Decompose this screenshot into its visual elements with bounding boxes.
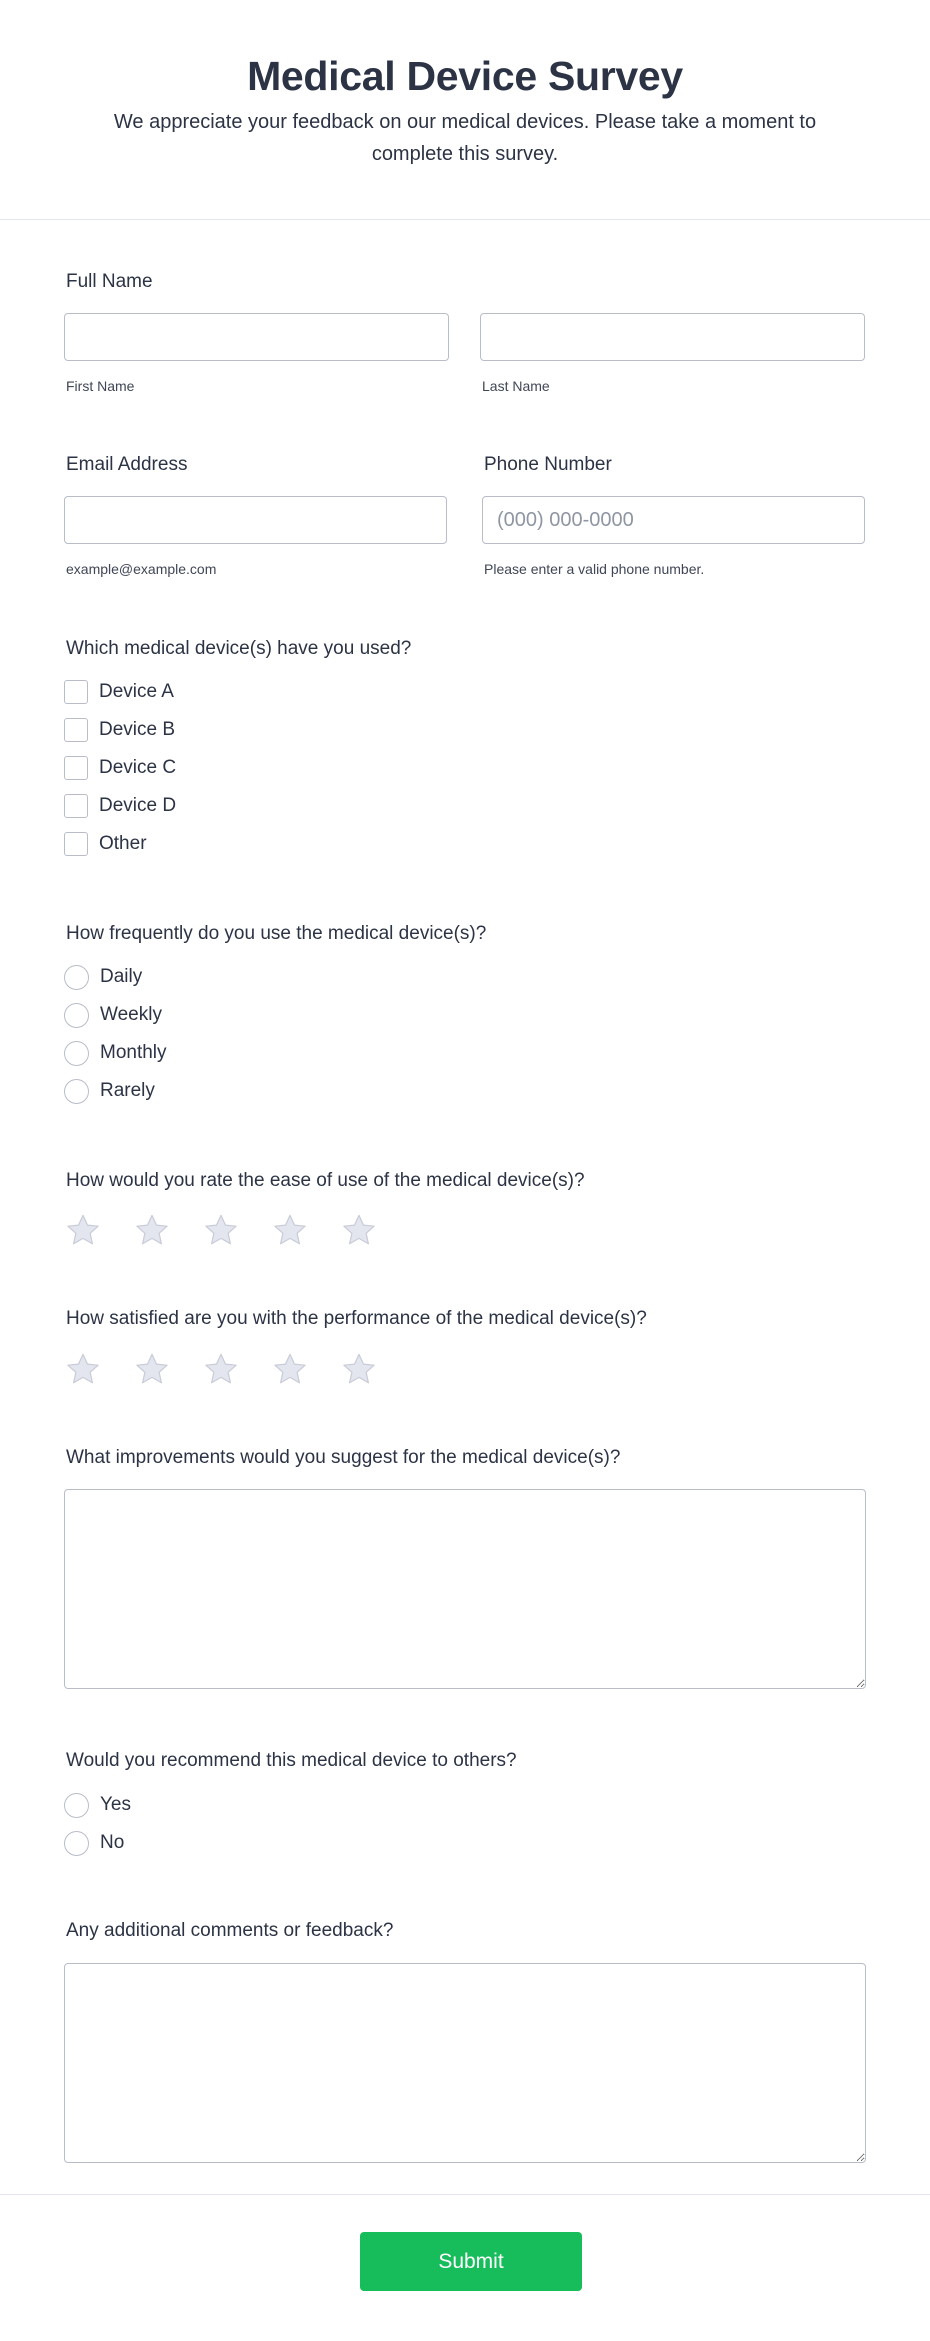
radio-label: Weekly: [100, 1004, 162, 1025]
first-name-input[interactable]: [64, 313, 449, 361]
radio-circle[interactable]: [64, 1793, 89, 1818]
checkbox-device-c[interactable]: [64, 756, 176, 780]
checkbox-label: Other: [99, 833, 147, 854]
footer-divider: [0, 2194, 930, 2195]
checkbox-device-a[interactable]: [64, 680, 174, 704]
last-name-input[interactable]: [480, 313, 865, 361]
performance-question: How satisfied are you with the performance of the medical device(s)?: [66, 1308, 647, 1329]
checkbox-label: Device B: [99, 719, 176, 740]
star-icon[interactable]: [340, 1212, 378, 1249]
page-subtitle: We appreciate your feedback on our medical devices. Please take a moment to complete this survey.: [113, 111, 817, 165]
radio-label: Rarely: [100, 1080, 155, 1101]
email-label: Email Address: [66, 454, 188, 475]
phone-sublabel: Please enter a valid phone number.: [484, 561, 705, 577]
radio-circle[interactable]: [64, 1831, 89, 1856]
star-icon[interactable]: [202, 1351, 240, 1388]
ease-of-use-question: How would you rate the ease of use of the medical device(s)?: [66, 1170, 585, 1191]
comments-textarea[interactable]: [64, 1963, 866, 2163]
checkbox-box[interactable]: [64, 680, 88, 704]
recommend-question: Would you recommend this medical device to others?: [66, 1750, 517, 1771]
radio-rarely[interactable]: [64, 1079, 155, 1103]
checkbox-box[interactable]: [64, 794, 88, 818]
checkbox-box[interactable]: [64, 832, 88, 856]
radio-label: No: [100, 1832, 125, 1853]
form-header: [0, 0, 930, 220]
last-name-sublabel: Last Name: [482, 378, 550, 394]
radio-label: Daily: [100, 966, 143, 987]
email-sublabel: example@example.com: [66, 561, 217, 577]
frequency-question: How frequently do you use the medical device(s)?: [66, 923, 487, 944]
radio-circle[interactable]: [64, 1041, 89, 1066]
comments-question: Any additional comments or feedback?: [66, 1920, 394, 1941]
checkbox-label: Device C: [99, 757, 177, 778]
checkbox-device-b[interactable]: [64, 718, 175, 742]
email-input[interactable]: [64, 496, 447, 544]
performance-rating: [64, 1351, 378, 1388]
checkbox-box[interactable]: [64, 718, 88, 742]
checkbox-device-d[interactable]: [64, 794, 176, 818]
radio-daily[interactable]: [64, 965, 142, 989]
radio-yes[interactable]: [64, 1793, 131, 1817]
star-icon[interactable]: [202, 1212, 240, 1249]
star-icon[interactable]: [340, 1351, 378, 1388]
star-icon[interactable]: [64, 1351, 102, 1388]
radio-label: Monthly: [100, 1042, 167, 1063]
submit-button[interactable]: Submit: [360, 2232, 582, 2291]
improvements-question: What improvements would you suggest for the medical device(s)?: [66, 1447, 621, 1468]
checkbox-label: Device A: [99, 681, 174, 702]
star-icon[interactable]: [133, 1351, 171, 1388]
ease-of-use-rating: [64, 1212, 378, 1249]
star-icon[interactable]: [271, 1351, 309, 1388]
page-title: Medical Device Survey: [247, 53, 683, 99]
first-name-sublabel: First Name: [66, 378, 135, 394]
radio-monthly[interactable]: [64, 1041, 167, 1065]
star-icon[interactable]: [64, 1212, 102, 1249]
star-icon[interactable]: [271, 1212, 309, 1249]
devices-question: Which medical device(s) have you used?: [66, 638, 412, 659]
full-name-label: Full Name: [66, 271, 153, 292]
improvements-textarea[interactable]: [64, 1489, 866, 1689]
phone-input[interactable]: [482, 496, 865, 544]
star-icon[interactable]: [133, 1212, 171, 1249]
radio-label: Yes: [100, 1794, 131, 1815]
radio-circle[interactable]: [64, 1079, 89, 1104]
checkbox-other[interactable]: [64, 832, 147, 856]
radio-circle[interactable]: [64, 965, 89, 990]
phone-label: Phone Number: [484, 454, 612, 475]
radio-weekly[interactable]: [64, 1003, 162, 1027]
radio-no[interactable]: [64, 1831, 124, 1855]
checkbox-label: Device D: [99, 795, 177, 816]
checkbox-box[interactable]: [64, 756, 88, 780]
radio-circle[interactable]: [64, 1003, 89, 1028]
